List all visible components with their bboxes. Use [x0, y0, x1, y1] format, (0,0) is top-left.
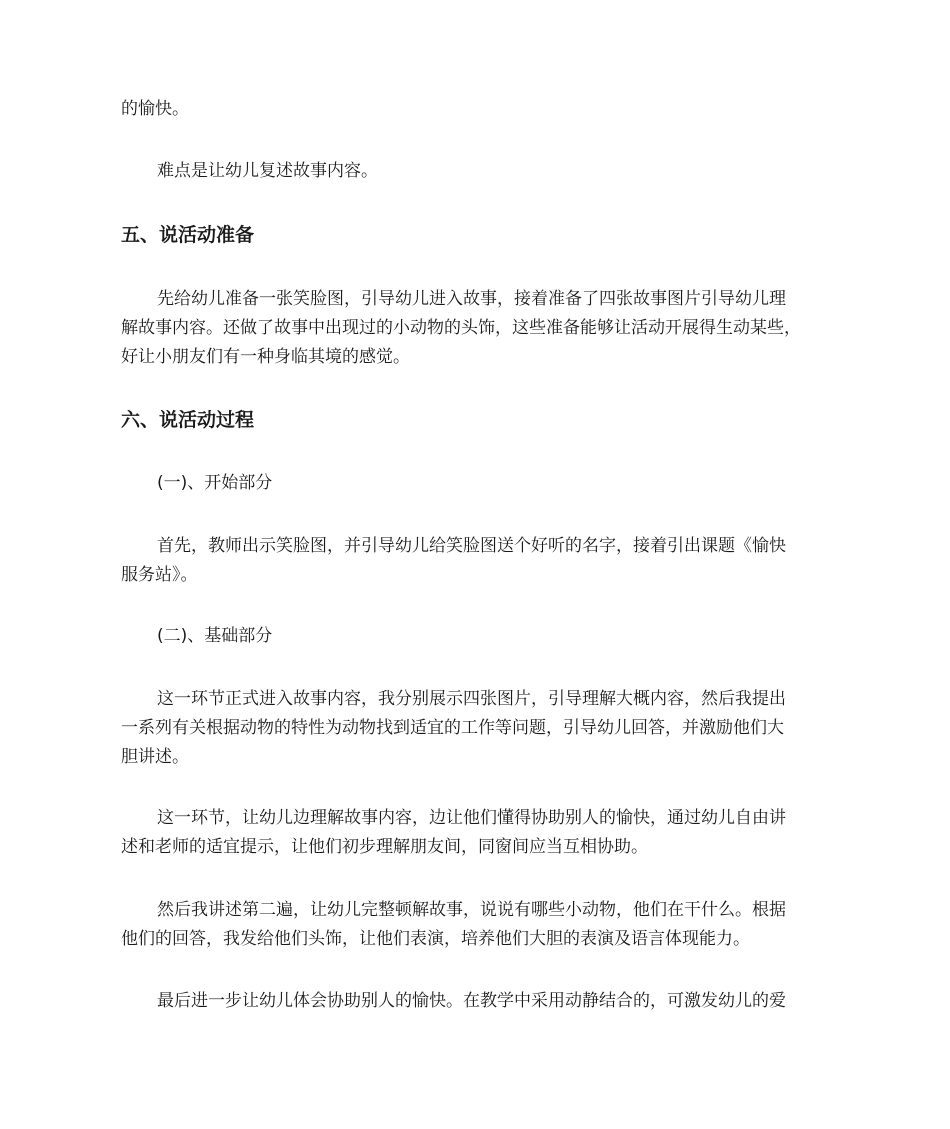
second-telling-paragraph-line-2: 他们的回答，我发给他们头饰，让他们表演，培养他们大胆的表演及语言体现能力。	[121, 929, 750, 949]
understanding-paragraph-line-2: 述和老师的适宜提示，让他们初步理解朋友间，同窗间应当互相协助。	[121, 837, 648, 857]
section-heading-activity-preparation: 五、说活动准备	[121, 224, 255, 246]
opening-paragraph-line-2: 服务站》。	[121, 565, 198, 585]
opening-paragraph-line-1: 首先，教师出示笑脸图，并引导幼儿给笑脸图送个好听的名字，接着引出课题《愉快	[157, 536, 786, 556]
preparation-paragraph-line-2: 解故事内容。还做了故事中出现过的小动物的头饰，这些准备能够让活动开展得生动某些，	[121, 318, 801, 338]
second-telling-paragraph-line-1: 然后我讲述第二遍，让幼儿完整顿解故事，说说有哪些小动物，他们在干什么。根据	[157, 900, 786, 920]
preparation-paragraph-line-1: 先给幼儿准备一张笑脸图，引导幼儿进入故事，接着准备了四张故事图片引导幼儿理	[157, 289, 786, 309]
basic-paragraph-line-3: 胆讲述。	[121, 747, 189, 767]
final-paragraph-line-1: 最后进一步让幼儿体会协助别人的愉快。在教学中采用动静结合的，可激发幼儿的爱	[157, 991, 786, 1011]
preparation-paragraph-line-3: 好让小朋友们有一种身临其境的感觉。	[121, 347, 410, 367]
difficulty-paragraph: 难点是让幼儿复述故事内容。	[157, 161, 378, 181]
paragraph-continuation-line: 的愉快。	[121, 99, 189, 119]
subheading-opening-part: (一)、开始部分	[157, 473, 273, 493]
basic-paragraph-line-1: 这一环节正式进入故事内容，我分别展示四张图片，引导理解大概内容，然后我提出	[157, 689, 786, 709]
understanding-paragraph-line-1: 这一环节，让幼儿边理解故事内容，边让他们懂得协助别人的愉快，通过幼儿自由讲	[157, 808, 786, 828]
basic-paragraph-line-2: 一系列有关根据动物的特性为动物找到适宜的工作等问题，引导幼儿回答，并激励他们大	[121, 718, 784, 738]
section-heading-activity-process: 六、说活动过程	[121, 409, 255, 431]
subheading-basic-part: (二)、基础部分	[157, 626, 273, 646]
